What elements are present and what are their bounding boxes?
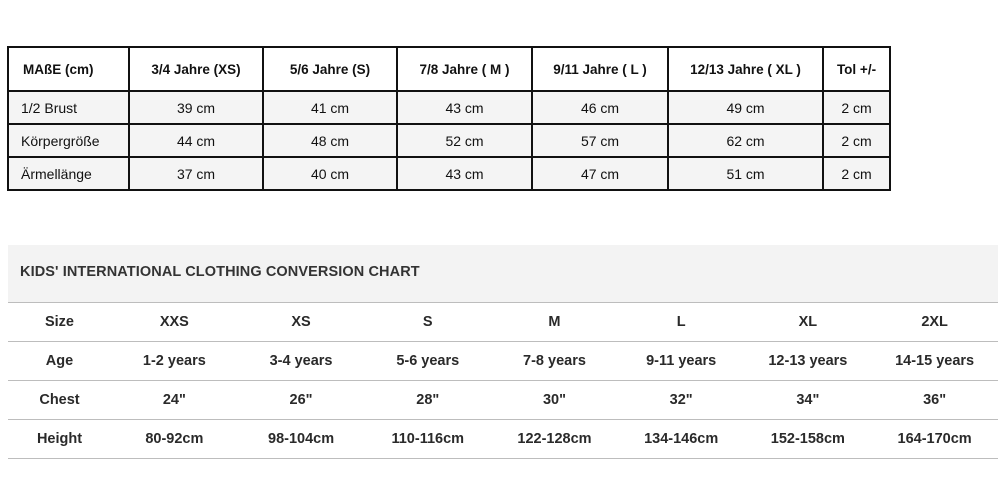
table-cell: 62 cm xyxy=(668,124,823,157)
table-row xyxy=(8,124,890,157)
header-cell: 5/6 Jahre (S) xyxy=(263,47,397,91)
table-cell: 41 cm xyxy=(263,91,397,124)
table-cell: 30" xyxy=(491,381,618,420)
table-cell: 122-128cm xyxy=(491,420,618,459)
table-cell: 134-146cm xyxy=(618,420,745,459)
table-cell: 28" xyxy=(364,381,491,420)
table-cell: 51 cm xyxy=(668,157,823,190)
table-cell: S xyxy=(364,303,491,342)
table-cell: 3-4 years xyxy=(238,342,365,381)
header-cell: 12/13 Jahre ( XL ) xyxy=(668,47,823,91)
table-cell: 34" xyxy=(745,381,872,420)
table-cell: 2 cm xyxy=(823,124,890,157)
table-row xyxy=(8,420,998,459)
table-cell: 32" xyxy=(618,381,745,420)
row-label: Körpergröße xyxy=(8,124,129,157)
table-cell: 24" xyxy=(111,381,238,420)
table-cell: 44 cm xyxy=(129,124,263,157)
german-size-table xyxy=(7,46,891,191)
table-cell: 52 cm xyxy=(397,124,532,157)
table-cell: 98-104cm xyxy=(238,420,365,459)
table-cell: 57 cm xyxy=(532,124,668,157)
table-cell: 164-170cm xyxy=(871,420,998,459)
table-cell: 48 cm xyxy=(263,124,397,157)
table-cell: 2XL xyxy=(871,303,998,342)
table-cell: 110-116cm xyxy=(364,420,491,459)
table-cell: 7-8 years xyxy=(491,342,618,381)
table-cell: 43 cm xyxy=(397,91,532,124)
header-cell: MAßE (cm) xyxy=(8,47,129,91)
table-row xyxy=(8,342,998,381)
table-cell: XXS xyxy=(111,303,238,342)
table-cell: XL xyxy=(745,303,872,342)
row-label: Age xyxy=(8,342,111,381)
table-cell: M xyxy=(491,303,618,342)
conversion-table xyxy=(8,302,998,459)
row-label: Chest xyxy=(8,381,111,420)
table-cell: 12-13 years xyxy=(745,342,872,381)
chart-title: KIDS' INTERNATIONAL CLOTHING CONVERSION CHART xyxy=(8,245,998,302)
header-cell: 9/11 Jahre ( L ) xyxy=(532,47,668,91)
table-cell: 39 cm xyxy=(129,91,263,124)
table-cell: 49 cm xyxy=(668,91,823,124)
table-cell: 46 cm xyxy=(532,91,668,124)
table-cell: 43 cm xyxy=(397,157,532,190)
row-label: 1/2 Brust xyxy=(8,91,129,124)
table-cell: 5-6 years xyxy=(364,342,491,381)
table-cell: 40 cm xyxy=(263,157,397,190)
table-row xyxy=(8,303,998,342)
table-cell: 152-158cm xyxy=(745,420,872,459)
header-cell: 7/8 Jahre ( M ) xyxy=(397,47,532,91)
row-label: Ärmellänge xyxy=(8,157,129,190)
header-cell: Tol +/- xyxy=(823,47,890,91)
table-cell: 47 cm xyxy=(532,157,668,190)
table-cell: 36" xyxy=(871,381,998,420)
table-cell: 37 cm xyxy=(129,157,263,190)
table-row xyxy=(8,157,890,190)
row-label: Height xyxy=(8,420,111,459)
table-cell: 1-2 years xyxy=(111,342,238,381)
table-row xyxy=(8,91,890,124)
table-row xyxy=(8,381,998,420)
table-cell: 9-11 years xyxy=(618,342,745,381)
table-cell: XS xyxy=(238,303,365,342)
table-cell: L xyxy=(618,303,745,342)
row-label: Size xyxy=(8,303,111,342)
table-cell: 26" xyxy=(238,381,365,420)
header-cell: 3/4 Jahre (XS) xyxy=(129,47,263,91)
table-cell: 2 cm xyxy=(823,91,890,124)
table-cell: 2 cm xyxy=(823,157,890,190)
table-cell: 80-92cm xyxy=(111,420,238,459)
table-header-row xyxy=(8,47,890,91)
table-cell: 14-15 years xyxy=(871,342,998,381)
international-conversion-chart xyxy=(8,245,998,459)
